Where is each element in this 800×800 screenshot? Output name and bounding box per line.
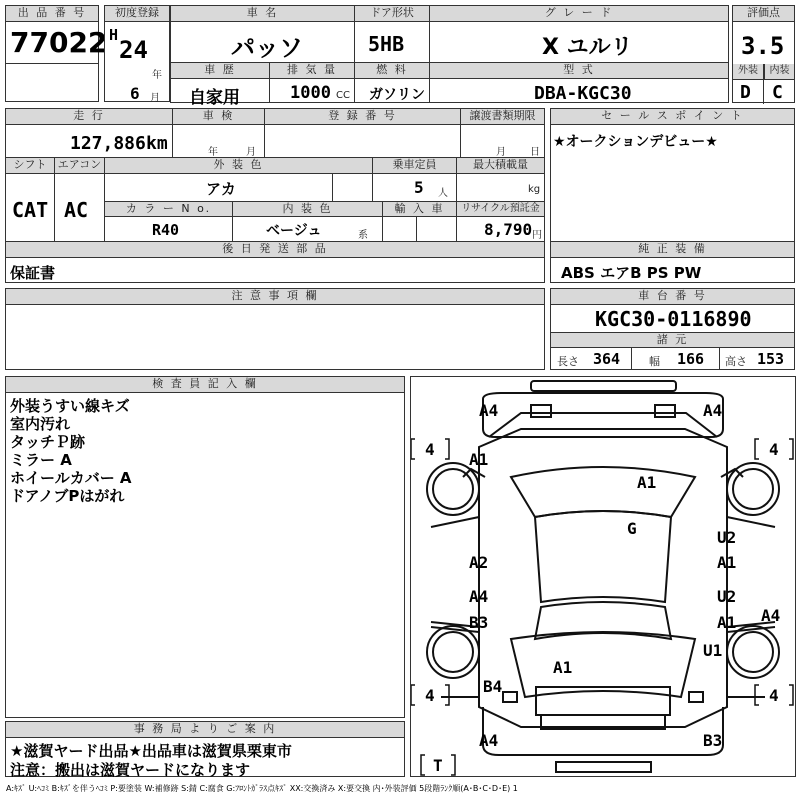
inspection-year-unit: 年: [208, 147, 218, 158]
damage-mark: A1: [717, 553, 737, 572]
load-unit: kg: [528, 184, 541, 195]
shift: CAT: [12, 198, 49, 222]
damage-mark: U1: [703, 641, 723, 660]
displacement-unit: CC: [336, 90, 350, 101]
color-label: 外 装 色: [104, 158, 372, 174]
grade: X ユルリ: [542, 35, 633, 60]
reg-month: 6: [130, 84, 140, 103]
damage-mark: A4: [479, 401, 499, 420]
first-reg-label: 初度登録: [105, 6, 169, 22]
sales-point-box: [550, 108, 795, 242]
tire-mark-front-left: 4: [425, 440, 435, 459]
length: 364: [593, 350, 621, 368]
later-parts-box: [5, 241, 545, 283]
inspection-label: 車 検: [172, 109, 264, 125]
damage-mark: A1: [637, 473, 657, 492]
ext-grade: D: [740, 82, 751, 103]
fuel-label: 燃 料: [355, 63, 429, 79]
displacement: 1000: [290, 83, 331, 103]
length-label: 長さ: [557, 355, 579, 368]
model-cell: [429, 62, 729, 103]
capacity-label: 乗車定員: [372, 158, 456, 174]
load-label: 最大積載量: [456, 158, 544, 174]
door-label: ドア形状: [355, 6, 429, 22]
inspector-line: タッチＰ跡: [10, 433, 86, 451]
era: H: [109, 26, 119, 44]
interior-color-unit: 系: [358, 230, 368, 241]
capacity-unit: 人: [438, 188, 448, 199]
office-line-2: 注意：搬出は滋賀ヤードになります: [10, 761, 251, 779]
exterior-color: アカ: [206, 180, 236, 198]
model: DBA-KGC30: [534, 83, 632, 104]
tire-mark-rear-right: 4: [769, 686, 779, 705]
fuel-cell: [354, 62, 430, 103]
damage-mark: A1: [553, 658, 573, 677]
score-label: 評価点: [733, 6, 794, 22]
history: 自家用: [189, 88, 240, 108]
fuel: ガソリン: [369, 87, 425, 103]
first-registration-cell: [104, 5, 170, 102]
ac: AC: [64, 198, 89, 222]
damage-diagram: [410, 376, 796, 777]
damage-mark: U2: [717, 587, 737, 606]
transfer-day-unit: 日: [530, 147, 540, 158]
mileage: 127,886: [70, 133, 146, 154]
recycle-label: リサイクル預託金: [457, 202, 544, 217]
damage-mark: B3: [469, 613, 489, 632]
chassis-number: KGC30-0116890: [595, 307, 752, 331]
vehicle-details: [5, 157, 545, 242]
later-parts-label: 後 日 発 送 部 品: [6, 242, 544, 258]
office-line-1: ★滋賀ヤード出品★出品車は滋賀県栗東市: [10, 742, 292, 760]
displacement-cell: [269, 62, 355, 103]
int-grade: C: [772, 82, 783, 103]
inspector-line: ミラー A: [10, 451, 72, 469]
car-name-label: 車 名: [171, 6, 354, 22]
damage-mark: A1: [717, 613, 737, 632]
model-label: 型 式: [430, 63, 728, 79]
score-cell: [732, 5, 795, 103]
mileage-unit: km: [146, 133, 168, 154]
grade-label: グ レ ー ド: [430, 6, 728, 22]
damage-mark: A2: [469, 553, 489, 572]
header-section: [5, 5, 795, 108]
damage-mark: A4: [703, 401, 723, 420]
inspector-line: ホイールカバー A: [10, 469, 132, 487]
score: 3.5: [741, 32, 785, 60]
equipment: ABS エアB PS PW: [561, 264, 702, 282]
equipment-label: 純 正 装 備: [551, 242, 794, 258]
tire-mark-rear-left: 4: [425, 686, 435, 705]
office-label: 事 務 局 よ り ご 案 内: [6, 722, 404, 738]
history-label: 車 歴: [171, 63, 269, 79]
height-label: 高さ: [725, 355, 747, 368]
sales-point-label: セ ー ル ス ポ イ ン ト: [551, 109, 794, 125]
month-unit: 月: [150, 93, 160, 104]
recycle-fee: 8,790: [484, 220, 533, 239]
sales-point: ★オークションデビュー★: [553, 134, 718, 150]
inspection-month-unit: 月: [246, 147, 256, 158]
notes-box: [5, 288, 545, 370]
ext-label: 外装: [733, 64, 763, 80]
car-name-cell: [170, 5, 355, 63]
width: 166: [677, 350, 705, 368]
mileage-row: [5, 108, 545, 158]
import-label: 輸 入 車: [383, 202, 456, 217]
transfer-label: 譲渡書類期限: [460, 109, 544, 125]
chassis-label: 車 台 番 号: [551, 289, 794, 305]
damage-mark: B3: [703, 731, 723, 750]
year-unit: 年: [152, 70, 162, 81]
damage-mark: B4: [483, 677, 503, 696]
car-outline-diagram: [411, 377, 795, 776]
history-cell: [170, 62, 270, 108]
lot-number: 77022: [10, 26, 108, 59]
interior-color: ベージュ: [266, 223, 322, 239]
notes-label: 注 意 事 項 欄: [6, 289, 544, 305]
lot-number-cell: [5, 5, 108, 102]
damage-mark: A1: [469, 450, 489, 469]
mileage-label: 走 行: [6, 109, 172, 125]
tire-mark-front-right: 4: [769, 440, 779, 459]
damage-mark: A4: [761, 606, 781, 625]
door-type: 5HB: [368, 32, 405, 56]
reg-no-label: 登 録 番 号: [264, 109, 460, 125]
door-cell: [354, 5, 430, 63]
office-box: [5, 721, 405, 777]
recycle-unit: 円: [532, 230, 542, 241]
later-parts: 保証書: [10, 264, 56, 282]
int-label: 内装: [764, 64, 794, 80]
capacity: 5: [414, 178, 424, 197]
shift-label: シフト: [6, 158, 54, 174]
lot-number-label: 出 品 番 号: [6, 6, 98, 22]
inspector-line: 外装うすい線キズ: [10, 397, 130, 415]
color-no-label: カ ラ ー N o.: [105, 202, 233, 217]
inspector-line: 室内汚れ: [10, 415, 71, 433]
inspector-label: 検 査 員 記 入 欄: [6, 377, 404, 393]
damage-mark: A4: [469, 587, 489, 606]
damage-mark: U2: [717, 528, 737, 547]
damage-mark: G: [627, 519, 637, 538]
car-name: パッソ: [231, 34, 303, 62]
legend-text: A:ｷｽﾞ U:ﾍｺﾐ B:ｷｽﾞを伴うﾍｺﾐ P:要塗装 W:補修跡 S:錆 C:腐食 G:ﾌﾛﾝﾄｶﾞﾗｽ点ｷｽﾞ XX:交換済み X:要交換 内･外装評価 5段階ﾗﾝｸ順(A･B･C･D･E) 1: [6, 784, 518, 793]
inspector-line: ドアノブPはがれ: [10, 487, 125, 505]
ac-label: エアコン: [54, 158, 104, 174]
displacement-label: 排 気 量: [270, 63, 354, 79]
inspector-notes: [10, 397, 132, 505]
color-number: R40: [152, 221, 180, 239]
equipment-box: [550, 241, 795, 283]
height: 153: [757, 350, 785, 368]
damage-mark: A4: [479, 731, 499, 750]
interior-color-label: 内 装 色: [233, 202, 383, 217]
width-label: 幅: [649, 355, 660, 368]
grade-cell: [429, 5, 729, 63]
t-mark: T: [433, 756, 443, 775]
spec-label: 諸 元: [551, 333, 794, 348]
chassis-box: [550, 288, 795, 370]
inspector-box: [5, 376, 405, 718]
reg-year: 24: [119, 36, 148, 64]
transfer-month-unit: 月: [496, 147, 506, 158]
